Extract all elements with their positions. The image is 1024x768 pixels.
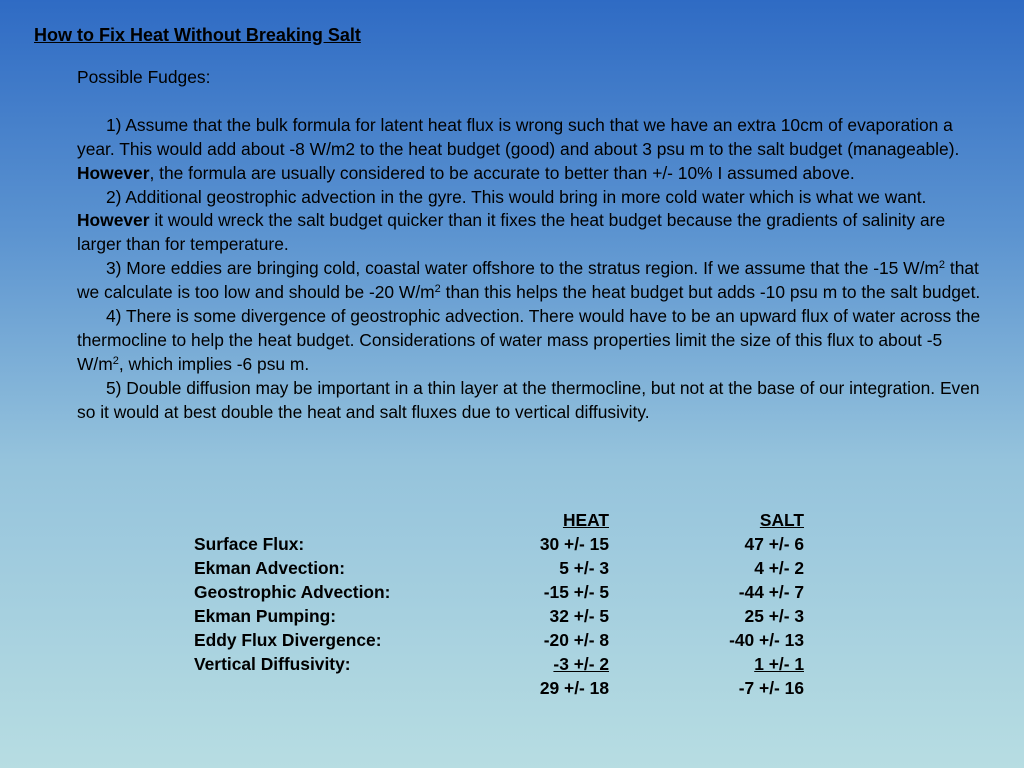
heat-column-header: HEAT bbox=[562, 510, 609, 530]
salt-column-header: SALT bbox=[759, 510, 804, 530]
budget-row bbox=[194, 556, 814, 580]
heat-value: 5 +/- 3 bbox=[559, 558, 609, 578]
text-segment: it would wreck the salt budget quicker than it fixes the heat budget because the gradients of salinity are larger than for temperature. bbox=[77, 210, 946, 255]
text-segment: 1) Assume that the bulk formula for latent heat flux is wrong such that we have an extra 10cm of evaporation a year. This would add about -8 W/m2 to the heat budget (good) and about 3 psu m to the salt budget (manageable). bbox=[77, 114, 960, 159]
salt-value: -40 +/- 13 bbox=[729, 630, 804, 650]
salt-value: 47 +/- 6 bbox=[744, 534, 804, 554]
heat-value: -20 +/- 8 bbox=[543, 630, 609, 650]
heat-value: -15 +/- 5 bbox=[543, 582, 609, 602]
fudge-item bbox=[77, 114, 992, 186]
fudge-list bbox=[77, 114, 992, 425]
heat-value: -3 +/- 2 bbox=[553, 654, 609, 674]
salt-value: 4 +/- 2 bbox=[754, 558, 804, 578]
text-segment: than this helps the heat budget but adds -10 psu m to the salt budget. bbox=[440, 282, 981, 303]
slide-body bbox=[77, 66, 992, 425]
fudge-item bbox=[77, 257, 992, 305]
heat-value: 32 +/- 5 bbox=[549, 606, 609, 626]
row-label: Vertical Diffusivity: bbox=[194, 654, 351, 674]
row-label: Geostrophic Advection: bbox=[194, 582, 391, 602]
text-segment: 2) Additional geostrophic advection in the gyre. This would bring in more cold water which is what we want. bbox=[106, 186, 927, 207]
fudge-item bbox=[77, 305, 992, 377]
fudge-item bbox=[77, 186, 992, 258]
budget-rows bbox=[194, 532, 814, 676]
heat-total: 29 +/- 18 bbox=[539, 678, 609, 698]
budget-row bbox=[194, 580, 814, 604]
row-label: Surface Flux: bbox=[194, 534, 305, 554]
budget-table bbox=[194, 508, 814, 700]
slide-title: How to Fix Heat Without Breaking Salt bbox=[34, 25, 361, 45]
salt-value: -44 +/- 7 bbox=[738, 582, 804, 602]
text-segment: 4) There is some divergence of geostrophic advection. There would have to be an upward flux of water across the thermocline to help the heat budget. Considerations of water mass properties limit the size of this flux to about -5 W/m bbox=[77, 306, 981, 374]
text-segment: 5) Double diffusion may be important in a thin layer at the thermocline, but not at the base of our integration. Even so it would at best double the heat and salt fluxes due to vertical diffusivity. bbox=[77, 377, 980, 422]
salt-value: 1 +/- 1 bbox=[754, 654, 804, 674]
spacer bbox=[77, 90, 992, 114]
superscript: 2 bbox=[938, 259, 946, 272]
bold-text: However bbox=[77, 162, 150, 183]
budget-header-row bbox=[194, 508, 814, 532]
text-segment: that we calculate is too low and should be -20 W/m bbox=[77, 258, 979, 303]
salt-total: -7 +/- 16 bbox=[738, 678, 804, 698]
row-label: Eddy Flux Divergence: bbox=[194, 630, 382, 650]
text-segment: 3) More eddies are bringing cold, coastal water offshore to the stratus region. If we assume that the -15 W/m bbox=[106, 258, 939, 279]
budget-row bbox=[194, 628, 814, 652]
budget-total-row bbox=[194, 676, 814, 700]
intro-text: Possible Fudges: bbox=[77, 67, 211, 87]
bold-text: However bbox=[77, 210, 150, 231]
superscript: 2 bbox=[434, 283, 441, 296]
heat-value: 30 +/- 15 bbox=[539, 534, 609, 554]
fudge-item bbox=[77, 377, 992, 425]
text-segment: , which implies -6 psu m. bbox=[118, 353, 310, 374]
budget-row bbox=[194, 604, 814, 628]
row-label: Ekman Pumping: bbox=[194, 606, 337, 626]
budget-row bbox=[194, 532, 814, 556]
budget-row bbox=[194, 652, 814, 676]
text-segment: , the formula are usually considered to be accurate to better than +/- 10% I assumed above. bbox=[149, 162, 855, 183]
superscript: 2 bbox=[112, 354, 119, 367]
salt-value: 25 +/- 3 bbox=[744, 606, 804, 626]
row-label: Ekman Advection: bbox=[194, 558, 346, 578]
